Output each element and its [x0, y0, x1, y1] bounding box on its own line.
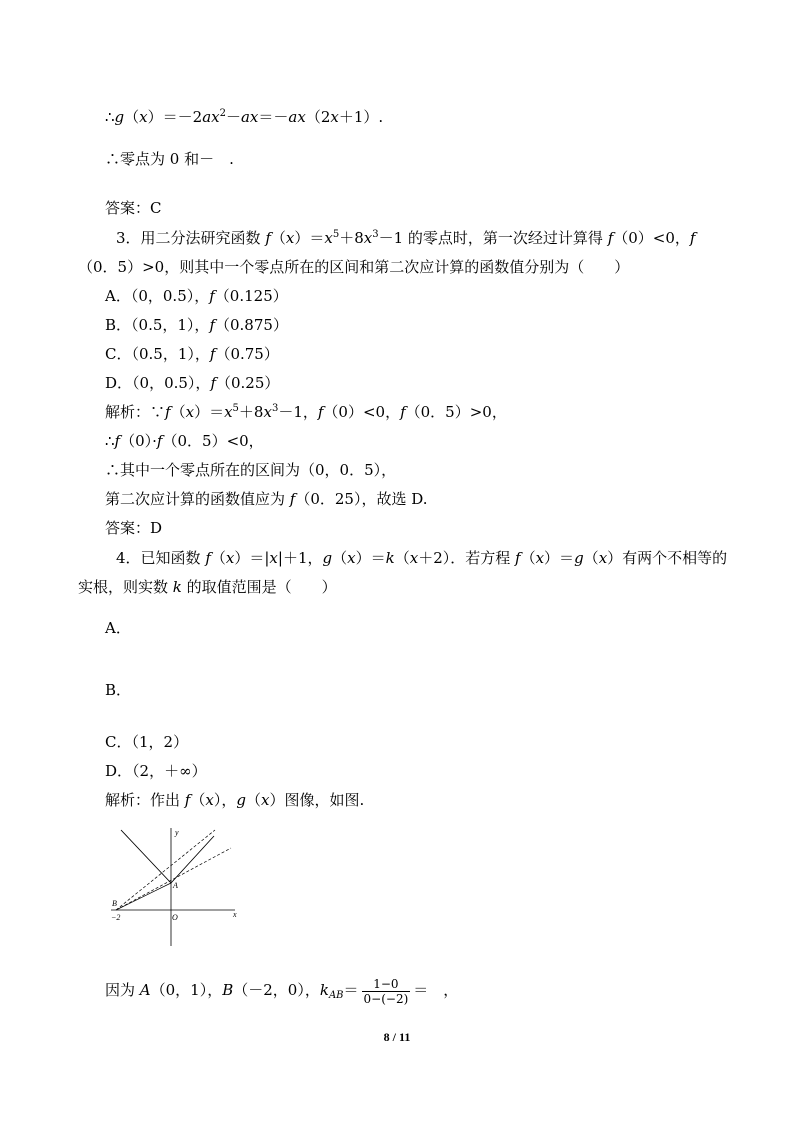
point-a-label: A	[173, 881, 178, 890]
solution-3-line-1: 解析：$\because f(x)=x^5+8x^3-1$，f（0）<0，f（0．5）>0，	[105, 403, 507, 421]
line-through-A	[116, 883, 171, 910]
option-4a: A．	[105, 619, 131, 637]
y-axis-label: y	[175, 828, 179, 837]
page-number: 8 / 11	[383, 1030, 411, 1044]
option-4b: B．	[105, 681, 132, 699]
point-b-label: B	[112, 899, 117, 908]
abs-function-curve	[121, 830, 214, 883]
neg-two-label: −2	[111, 913, 121, 922]
solution-4-line-1: 解析：作出 f（x），g（x）图像，如图.	[105, 791, 365, 809]
solution-line-g: $\therefore g(x)=-2ax^2-ax=-ax(2x+1)$.	[105, 108, 384, 126]
solution-3-line-2: ∴f（0）·f（0．5）<0，	[105, 432, 264, 450]
slope-fraction: $\frac{1-0}{0-(-2)}$	[363, 976, 409, 1006]
solution-3-line-4: 第二次应计算的函数值应为 f（0．25），故选 D.	[105, 490, 428, 508]
dashed-line-2	[116, 848, 231, 910]
x-axis-label: x	[233, 910, 237, 919]
origin-label: O	[172, 913, 178, 922]
option-3d: D．（0，0.5），f（0.25）	[105, 374, 280, 392]
option-3c: C．（0.5，1），f（0.75）	[105, 345, 279, 363]
option-4d: D．（2，＋∞）	[105, 762, 207, 780]
dashed-line-1	[116, 830, 215, 910]
question-3-line-1: 3．用二分法研究函数 $f(x)=x^5+8x^3-1$ 的零点时，第一次经过计算得 f（0）<0，f	[116, 229, 696, 247]
function-graph	[105, 822, 245, 950]
question-4-line-2: 实根，则实数 k 的取值范围是（ ）	[78, 578, 337, 596]
answer-2: 答案：C	[105, 199, 162, 217]
zero-points-line: ∴零点为 0 和－ .	[105, 150, 234, 168]
answer-3: 答案：D	[105, 519, 163, 537]
option-4c: C．（1，2）	[105, 733, 189, 751]
option-3b: B．（0.5，1），f（0.875）	[105, 316, 288, 334]
question-4-line-1: 4．已知函数 f（x）＝|x|＋1，g（x）＝k（x＋2）．若方程 f（x）＝g（x）有两个不相等的	[116, 549, 728, 567]
question-3-line-2: （0．5）>0，则其中一个零点所在的区间和第二次应计算的函数值分别为（ ）	[78, 258, 630, 276]
option-3a: A．（0，0.5），f（0.125）	[105, 287, 288, 305]
solution-3-line-3: ∴其中一个零点所在的区间为（0，0．5），	[105, 461, 397, 479]
slope-line: 因为 A（0，1），B（－2，0），$k_{AB}=$ $\frac{1-0}{0-(-2)}$ ＝ ，	[105, 976, 459, 1006]
